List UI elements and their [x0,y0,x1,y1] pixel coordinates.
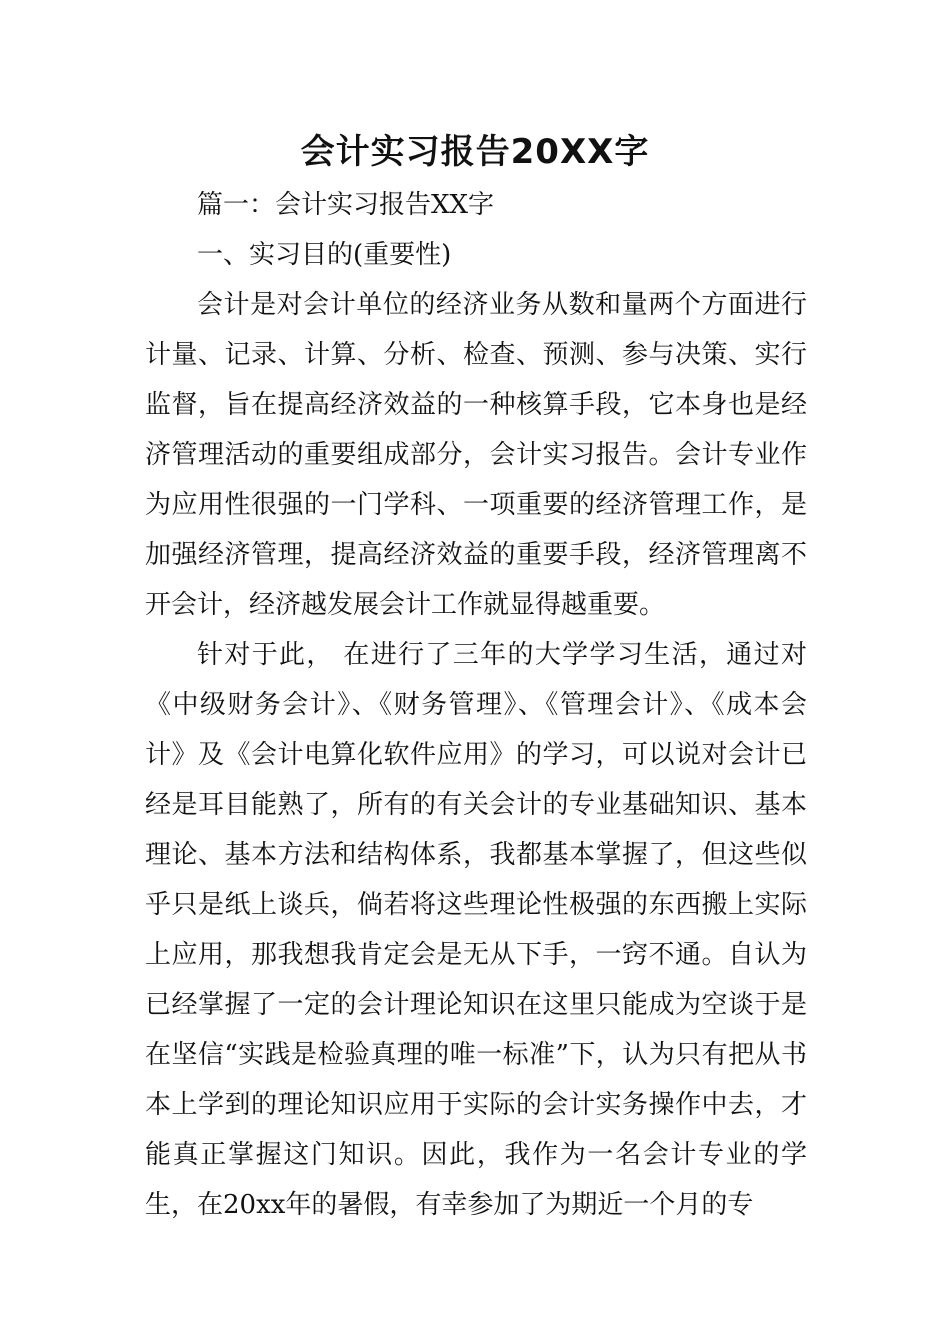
document-subtitle: 篇一：会计实习报告XX字 [197,190,495,220]
paragraph: 针对于此， 在进行了三年的大学学习生活，通过对《中级财务会计》、《财务管理》、《管理会计》、《成本会计》及《会计电算化软件应用》的学习，可以说对会计已经是耳目能熟了，所有的有关会计的专业基础知识、基本理论、基本方法和结构体系，我都基本掌握了，但这些似乎只是纸上谈兵，倘若将这些理论性极强的东西搬上实际上应用，那我想我肯定会是无从下手，一窍不通。自认为已经掌握了一定的会计理论知识在这里只能成为空谈于是在坚信“实践是检验真理的唯一标准”下，认为只有把从书本上学到的理论知识应用于实际的会计实务操作中去，才能真正掌握这门知识。因此，我作为一名会计专业的学生，在20xx年的暑假，有幸参加了为期近一个月的专 [145,640,807,1220]
paragraph: 会计是对会计单位的经济业务从数和量两个方面进行计量、记录、计算、分析、检查、预测、参与决策、实行监督，旨在提高经济效益的一种核算手段，它本身也是经济管理活动的重要组成部分，会计实习报告。会计专业作为应用性很强的一门学科、一项重要的经济管理工作，是加强经济管理，提高经济效益的重要手段，经济管理离不开会计，经济越发展会计工作就显得越重要。 [145,290,807,620]
section-heading: 一、实习目的(重要性) [197,240,452,270]
document-title: 会计实习报告20XX字 [300,132,650,172]
document-body [145,180,807,1230]
